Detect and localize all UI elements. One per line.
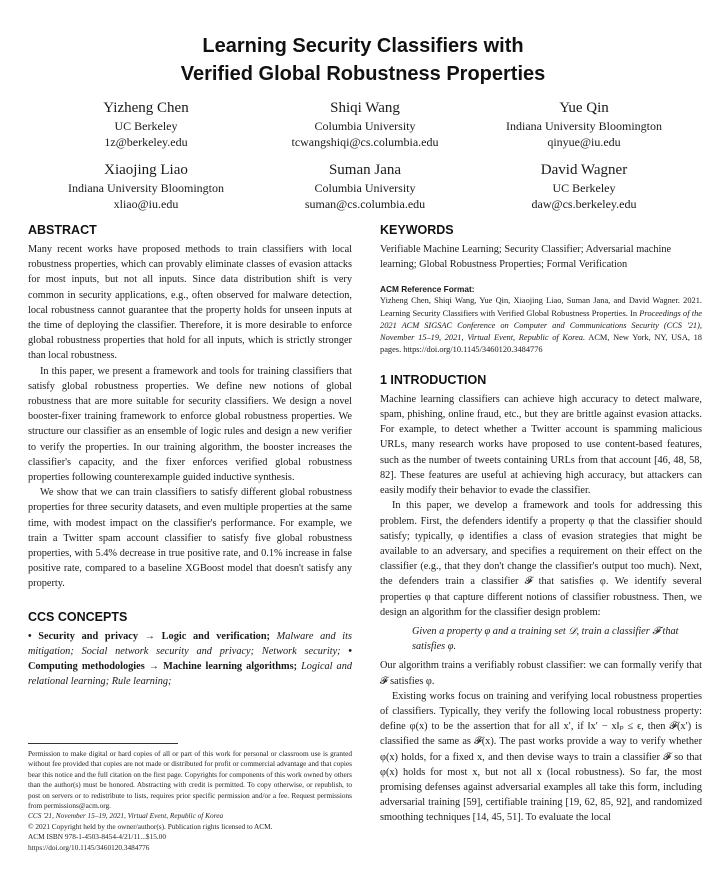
- author-name: David Wagner: [540, 162, 628, 178]
- author-email: daw@cs.berkeley.edu: [531, 197, 637, 211]
- abstract-paragraph: In this paper, we present a framework and tools for training classifiers that satisfy global robustness properties. We define new notions of global robustness that are more suitable for security classifiers. We design a novel booster-fixer training framework to enforce global robustness properties. We structure our classifier as an ensemble of logic rules and design a new verifier to verify the properties. In our training algorithm, the booster increases the classifier's capacity, and the fixer enforces verified global robustness properties following counterexample guided inductive synthesis.: [28, 365, 352, 484]
- author-email: qinyue@iu.edu: [547, 135, 621, 149]
- ccs-concept-primary: • Security and privacy → Logic and verification;: [28, 630, 270, 642]
- ccs-concept-primary: • Computing methodologies → Machine learning algorithms;: [28, 645, 352, 673]
- abstract-heading: ABSTRACT: [28, 223, 97, 237]
- author-email: xliao@iu.edu: [113, 197, 179, 211]
- ccs-heading: CCS CONCEPTS: [28, 609, 128, 624]
- paper-title-line-1: Learning Security Classifiers with: [202, 35, 524, 57]
- reference-heading: ACM Reference Format:: [380, 284, 475, 295]
- left-column: [28, 221, 352, 689]
- intro-paragraph: Existing works focus on training and verifying local robustness properties of classifiers. Typically, they verify the following local robustness property: define φ(x) to be the assertion that for all x′, if ‖x′ − x‖ₚ ≤ ϵ, then 𝓕(x′) is classified the same as 𝓕(x). The past works provide a way to verify whether φ(x) holds, for a fixed x, and then devise ways to train a classifier 𝓕 so that φ(x) holds for most x, but not all x (local robustness). So far, the most promising defenses against adversarial examples all take this form, including adversarial training [59], certifiable training [19, 62, 85, 92], and randomized smoothing techniques [14, 45, 51]. To evaluate the local: [380, 690, 702, 824]
- author-name: Yizheng Chen: [103, 100, 189, 116]
- intro-paragraph: Machine learning classifiers can achieve high accuracy to detect malware, spam, phishing, online fraud, etc., but they are brittle against evasion attacks. For example, to detect whether a Twitter account is spamming malicious URLs, many research works have proposed to use content-based features, such as the number of tweets containing URLs from that account [46, 48, 58, 82]. These features are useful at achieving high accuracy, but attackers can easily modify their behavior to evade the classifier.: [380, 393, 702, 497]
- paper-title-line-2: Verified Global Robustness Properties: [180, 63, 546, 85]
- ccs-concept-detail: Logical and relational learning; Rule learning;: [28, 661, 353, 688]
- author-affiliation: Columbia University: [314, 119, 416, 133]
- ccs-concept-detail: Malware and its mitigation; Social network security and privacy; Network security;: [28, 630, 353, 657]
- author-email: tcwangshiqi@cs.columbia.edu: [291, 135, 439, 149]
- author: [26, 160, 266, 212]
- reference-citation: Yizheng Chen, Shiqi Wang, Yue Qin, Xiaojing Liao, Suman Jana, and David Wagner. 2021. Learning Security Classifiers with Verified Global Robustness Properties. In: [380, 296, 702, 318]
- venue-line: CCS '21, November 15–19, 2021, Virtual Event, Republic of Korea: [28, 811, 224, 821]
- author: [464, 160, 704, 212]
- abstract-paragraph: We show that we can train classifiers to satisfy different global robustness properties for three security datasets, and even multiple properties at the same time, with modest impact on the classifier's performance. For example, we train a Twitter spam account classifier to satisfy five global robustness properties, with 5.4% decrease in true positive rate, and 0.1% increase in false positive rate, compared to a baseline XGBoost model that doesn't satisfy any property.: [28, 487, 352, 590]
- author-email: 1z@berkeley.edu: [104, 135, 188, 149]
- reference-proceedings: Proceedings of the 2021 ACM SIGSAC Conference on Computer and Communications Security (CCS '21), November 15–19, 2021, Virtual Event, Republic of Korea.: [380, 308, 703, 342]
- keywords-heading: KEYWORDS: [380, 223, 454, 237]
- copyright-line: © 2021 Copyright held by the owner/author(s). Publication rights licensed to ACM.: [28, 821, 273, 831]
- permission-notice: Permission to make digital or hard copies of all or part of this work for personal or classroom use is granted without fee provided that copies are not made or distributed for profit or commercial advantage and that copies bear this notice and the full citation on the first page. Copyrights for components of this work owned by others than the author(s) must be honored. Abstracting with credit is permitted. To copy otherwise, or republish, to post on servers or to redistribute to lists, requires prior specific permission and/or a fee. Request permissions from permissions@acm.org.: [28, 749, 352, 811]
- intro-heading: 1 INTRODUCTION: [380, 372, 487, 387]
- acm-reference: [380, 283, 702, 355]
- author-affiliation: UC Berkeley: [114, 119, 178, 133]
- right-column: [380, 221, 702, 826]
- author-name: Xiaojing Liao: [104, 162, 188, 178]
- keywords-text: Verifiable Machine Learning; Security Classifier; Adversarial machine learning; Global Robustness Properties; Formal Verification: [380, 244, 672, 271]
- ccs-concepts: [28, 629, 352, 690]
- intro-paragraph: Our algorithm trains a verifiably robust classifier: we can formally verify that 𝓕 satisfies φ.: [380, 660, 702, 687]
- footnote-divider: [28, 743, 178, 744]
- author-email: suman@cs.columbia.edu: [304, 197, 426, 211]
- author: [245, 98, 485, 150]
- author-affiliation: UC Berkeley: [552, 181, 616, 195]
- abstract-paragraph: Many recent works have proposed methods to train classifiers with local robustness properties, which can provably eliminate classes of evasion attacks for most inputs, but not all inputs. Since data distribution shift is very common in security applications, e.g., often observed for malware detection, local robustness cannot guarantee that the property holds for unseen inputs at the time of deploying the classifier. Therefore, it is more desirable to enforce global robustness properties that hold for all inputs, which is strictly stronger than local robustness.: [28, 244, 352, 362]
- reference-publisher: ACM, New York, NY, USA, 18 pages. https://doi.org/10.1145/3460120.3484776: [380, 332, 702, 354]
- author: [26, 98, 266, 150]
- isbn-line: ACM ISBN 978-1-4503-8454-4/21/11...$15.00: [28, 832, 166, 842]
- intro-paragraph: In this paper, we develop a framework and tools for addressing this problem. First, the defenders identify a property φ that the classifier should satisfy; typically, φ identifies a class of evasion strategies that might be available to an adversary, and specifies a requirement on their effect on the classifier (e.g., that they don't change the classifier's output too much). Next, the defenders train a classifier 𝓕 that satisfies φ. We identify several properties φ that capture different notions of classifier robustness. Then, we design an algorithm for the classifier design problem:: [380, 500, 702, 618]
- paper-title: [0, 32, 726, 88]
- author-affiliation: Indiana University Bloomington: [68, 181, 224, 195]
- author-name: Yue Qin: [559, 100, 609, 116]
- author: [245, 160, 485, 212]
- author-name: Suman Jana: [328, 162, 402, 178]
- copyright-footnote: [28, 749, 352, 853]
- author-affiliation: Columbia University: [314, 181, 416, 195]
- author: [464, 98, 704, 150]
- author-affiliation: Indiana University Bloomington: [506, 119, 662, 133]
- doi-line: https://doi.org/10.1145/3460120.3484776: [28, 842, 150, 852]
- problem-statement: Given a property φ and a training set 𝒟, train a classifier 𝓕 that satisfies φ.: [412, 625, 679, 653]
- reference-text: [380, 295, 702, 355]
- author-name: Shiqi Wang: [330, 100, 400, 116]
